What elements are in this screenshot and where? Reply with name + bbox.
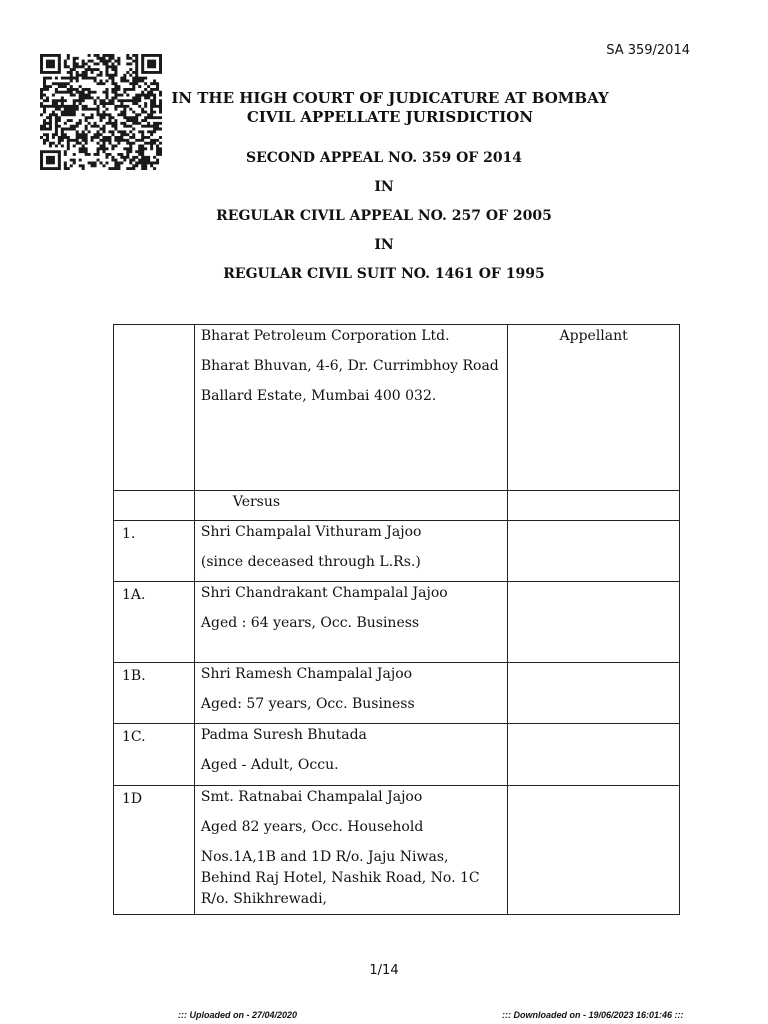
table-row [114,786,680,915]
regular-civil-suit-title: REGULAR CIVIL SUIT NO. 1461 OF 1995 [223,266,545,282]
party-age: Aged 82 years, Occ. Household [200,819,424,835]
regular-civil-appeal-title: REGULAR CIVIL APPEAL NO. 257 OF 2005 [216,208,552,224]
empty-cell [508,582,680,663]
empty-cell [508,663,680,724]
party-number: 1B. [114,663,195,724]
table-row [114,582,680,663]
party-name: Shri Chandrakant Champalal Jajoo [200,585,448,601]
table-row [114,663,680,724]
page-number: 1/14 [369,963,399,978]
table-row [114,325,680,491]
table-row [114,521,680,582]
party-number: 1A. [114,582,195,663]
table-row [114,724,680,786]
party-name: Shri Ramesh Champalal Jajoo [200,666,413,682]
party-address: Ballard Estate, Mumbai 400 032. [200,388,437,404]
party-number [114,325,195,491]
empty-cell [508,491,680,521]
empty-cell [508,724,680,786]
party-name: Shri Champalal Vithuram Jajoo [200,524,422,540]
party-note: (since deceased through L.Rs.) [200,554,421,570]
table-row [114,491,680,521]
download-stamp: ::: Downloaded on - 19/06/2023 16:01:46 ::: [502,1010,684,1020]
versus-label: Versus [232,494,281,510]
respondent-details [194,786,507,915]
in-connector: IN [374,237,394,253]
party-name: Smt. Ratnabai Champalal Jajoo [200,789,423,805]
case-reference: SA 359/2014 [606,43,690,58]
party-name: Padma Suresh Bhutada [200,727,367,743]
party-number: 1C. [114,724,195,786]
court-title [150,89,630,127]
party-address: Bharat Bhuvan, 4-6, Dr. Currimbhoy Road [200,358,499,374]
party-age: Aged: 57 years, Occ. Business [200,696,415,712]
party-role: Appellant [508,325,680,491]
appellant-details [194,325,507,491]
versus-cell [194,491,507,521]
party-age: Aged - Adult, Occu. [200,757,339,773]
respondent-details [194,663,507,724]
parties-table [113,324,680,915]
party-number: 1. [114,521,195,582]
respondent-details [194,521,507,582]
party-age: Aged : 64 years, Occ. Business [200,615,420,631]
second-appeal-title: SECOND APPEAL NO. 359 OF 2014 [245,150,523,166]
empty-cell [508,521,680,582]
upload-stamp: ::: Uploaded on - 27/04/2020 [178,1010,298,1020]
respondent-details [194,724,507,786]
jurisdiction: CIVIL APPELLATE JURISDICTION [246,108,534,126]
respondent-details [194,582,507,663]
party-address: Nos.1A,1B and 1D R/o. Jaju Niwas, Behind Raj Hotel, Nashik Road, No. 1C R/o. Shikhrewadi, [200,849,480,907]
empty-cell [114,491,195,521]
court-name: IN THE HIGH COURT OF JUDICATURE AT BOMBAY [171,89,609,107]
party-number: 1D [114,786,195,915]
party-name: Bharat Petroleum Corporation Ltd. [200,328,450,344]
in-connector: IN [374,179,394,195]
empty-cell [508,786,680,915]
